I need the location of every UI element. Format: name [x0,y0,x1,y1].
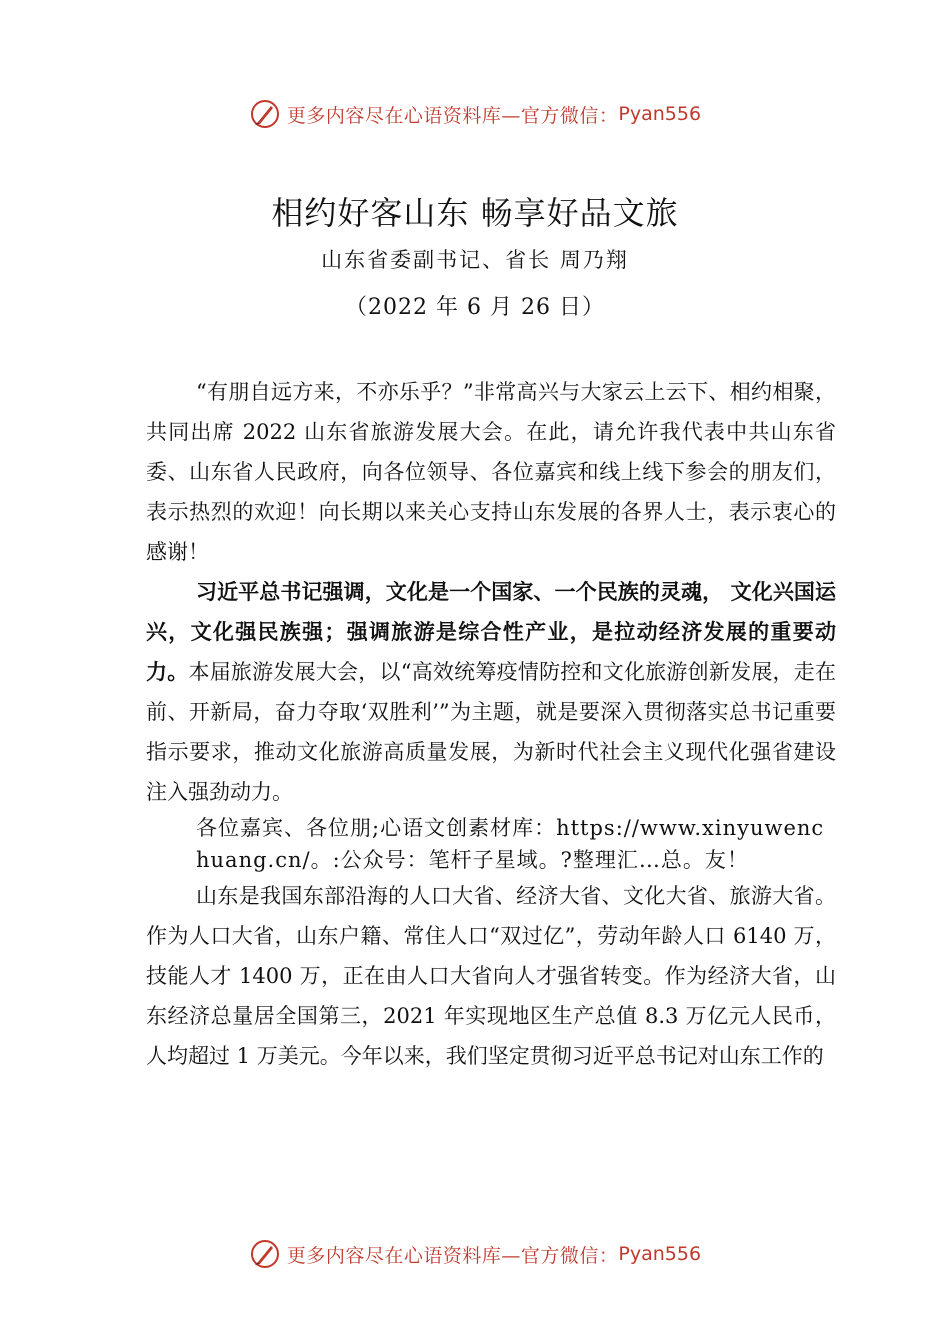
banner-wechat-id: Pyan556 [618,103,702,125]
paragraph-2-text: 本届旅游发展大会，以“高效统筹疫情防控和文化旅游创新发展，走在前、开新局，奋力夺取‘双胜利’”为主题，就是要深入贯彻落实总书记重要指示要求，推动文化旅游高质量发展，为新时代社会主义现代化强省建设注入强劲动力。 [146,660,837,804]
header-banner [0,94,950,134]
author-line: 山东省委副书记、省长 周乃翔 [321,248,629,272]
quill-pen-icon [249,98,281,130]
page-title: 相约好客山东 畅享好品文旅 [271,194,679,232]
inserted-note: 各位嘉宾、各位朋;心语文创素材库：https://www.xinyuwenchuang.cn/。:公众号：笔杆子星域。?整理汇…总。友！ [196,816,825,872]
quill-pen-icon [249,1238,281,1270]
article-body [146,372,836,1076]
paragraph-3: 山东是我国东部沿海的人口大省、经济大省、文化大省、旅游大省。作为人口大省，山东户籍、常住人口“双过亿”，劳动年龄人口 6140 万，技能人才 1400 万，正在由人口大省向人才强省转变。作为经济大省，山东经济总量居全国第三，2021 年实现地区生产总值 8.3 万亿元人民币，人均超过 1 万美元。今年以来，我们坚定贯彻习近平总书记对山东工作的 [146,884,836,1068]
paragraph-2-emphasis: 习近平总书记强调，文化是一个国家、一个民族的灵魂， 文化兴国运兴，文化强民族强；强调旅游是综合性产业，是拉动经济发展的重要动力。 [146,580,836,684]
date-line: （2022 年 6 月 26 日） [345,295,605,320]
footer-banner [0,1234,950,1274]
banner-wechat-id: Pyan556 [618,1243,702,1265]
paragraph-1: “有朋自远方来，不亦乐乎？”非常高兴与大家云上云下、相约相聚，共同出席 2022 山东省旅游发展大会。在此，请允许我代表中共山东省委、山东省人民政府，向各位领导、各位嘉宾和线上线下参会的朋友们，表示热烈的欢迎！向长期以来关心支持山东发展的各界人士，表示衷心的感谢！ [146,380,836,564]
paragraph-2 [146,572,836,812]
banner-text: 更多内容尽在心语资料库—官方微信： [286,1244,619,1267]
banner-text: 更多内容尽在心语资料库—官方微信： [286,104,619,127]
